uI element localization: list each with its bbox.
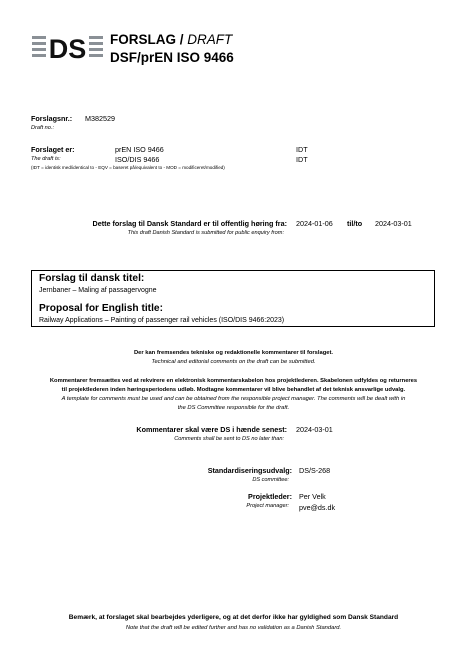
title-forslag: FORSLAG / bbox=[110, 32, 188, 47]
enquiry-to-label: til/to bbox=[347, 219, 363, 228]
footer-note: Bemærk, at forslaget skal bearbejdes yderligere, og at det derfor ikke har gyldighed som Dansk Standard bbox=[68, 614, 399, 621]
enquiry-sub: This draft Danish Standard is submitted for public enquiry from: bbox=[127, 230, 284, 236]
proposal-no-sub: Draft no.: bbox=[31, 125, 55, 131]
dk-title: Jernbaner – Maling af passagervogne bbox=[39, 287, 157, 294]
basis-label: Forslaget er: bbox=[31, 145, 75, 154]
enquiry-from: 2024-01-06 bbox=[296, 219, 333, 228]
basis-value-1: prEN ISO 9466 bbox=[115, 145, 164, 154]
en-title: Railway Applications – Painting of passenger rail vehicles (ISO/DIS 9466:2023) bbox=[39, 317, 285, 324]
dk-title-heading: Forslag til dansk titel: bbox=[39, 273, 145, 284]
document-number: DSF/prEN ISO 9466 bbox=[110, 50, 234, 65]
basis-legend: (IDT = identisk med/identical to - EQV = baseret på/equivalent to - MOD = modificeret/modified) bbox=[31, 165, 225, 170]
deadline-sub: Comments shall be sent to DS no later than: bbox=[174, 436, 284, 442]
enquiry-to: 2024-03-01 bbox=[375, 219, 412, 228]
footer-note-en: Note that the draft will be edited further and has no validation as a Danish Standard. bbox=[125, 625, 342, 631]
comments-para-en-1: A template for comments must be used and can be obtained from the responsible project manager. The comments will be dealt with in bbox=[61, 396, 406, 402]
manager-email: pve@ds.dk bbox=[299, 503, 336, 512]
proposal-no-label: Forslagsnr.: bbox=[31, 114, 73, 123]
ds-logo bbox=[32, 33, 104, 63]
basis-relation-1: IDT bbox=[296, 145, 308, 154]
manager-name: Per Velk bbox=[299, 492, 326, 501]
logo-text: DS bbox=[48, 34, 87, 63]
title-draft: DRAFT bbox=[187, 32, 233, 47]
comments-para-dk-2: til projektlederen inden høringsperiodens udløb. Modtagne kommentarer vil blive behandlet af det teknisk ansvarlige udvalg. bbox=[61, 387, 406, 393]
en-title-heading: Proposal for English title: bbox=[39, 303, 163, 314]
manager-sub: Project manager: bbox=[246, 503, 289, 509]
comments-line1-en: Technical and editorial comments on the draft can be submitted. bbox=[151, 359, 316, 365]
deadline-label: Kommentarer skal være DS i hænde senest: bbox=[136, 425, 287, 434]
committee-sub: DS committee: bbox=[252, 477, 289, 483]
comments-line1: Der kan fremsendes tekniske og redaktionelle kommentarer til forslaget. bbox=[133, 350, 334, 356]
manager-label: Projektleder: bbox=[248, 492, 292, 501]
basis-relation-2: IDT bbox=[296, 155, 308, 164]
committee-label: Standardiseringsudvalg: bbox=[207, 466, 292, 475]
basis-value-2: ISO/DIS 9466 bbox=[115, 155, 160, 164]
document-title bbox=[110, 32, 232, 47]
comments-para-en-2: the DS Committee responsible for the draft. bbox=[177, 405, 290, 411]
comments-para-dk-1: Kommentarer fremsættes ved at rekvirere en elektronisk kommentarskabelon hos projektlederen. Skabelonen udfyldes og returneres bbox=[49, 378, 418, 384]
basis-sub: The draft is: bbox=[31, 156, 61, 162]
proposal-no-value: M382529 bbox=[85, 114, 115, 123]
committee-value: DS/S-268 bbox=[299, 466, 331, 475]
enquiry-label: Dette forslag til Dansk Standard er til offentlig høring fra: bbox=[92, 219, 287, 228]
deadline-value: 2024-03-01 bbox=[296, 425, 333, 434]
title-box bbox=[31, 270, 435, 327]
